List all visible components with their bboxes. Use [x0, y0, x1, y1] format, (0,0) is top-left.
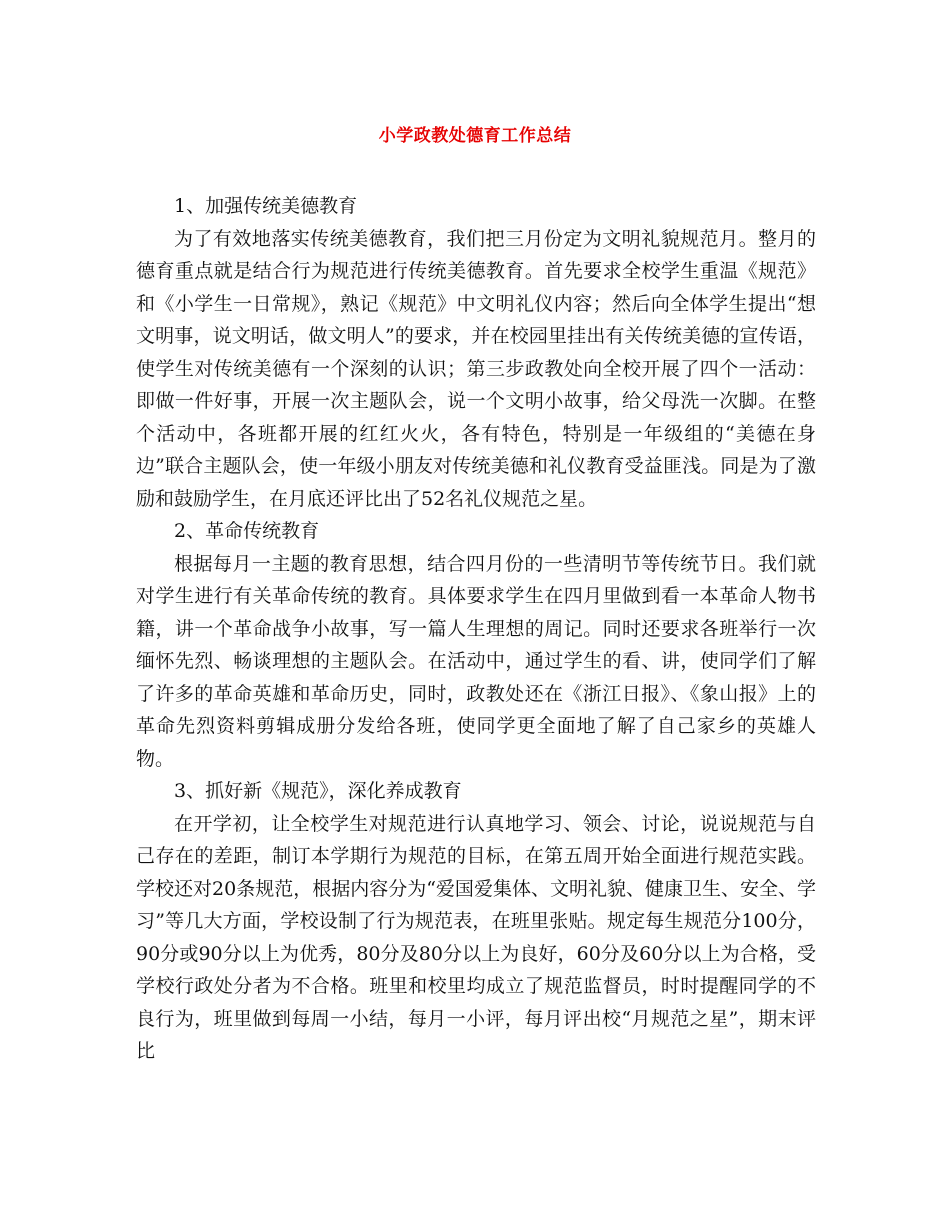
document-title: 小学政教处德育工作总结 [378, 126, 572, 146]
section-paragraph-2: 根据每月一主题的教育思想，结合四月份的一些清明节等传统节日。我们就对学生进行有关革命传统的教育。具体要求学生在四月里做到看一本革命人物书籍，讲一个革命战争小故事，写一篇人生理想的周记。同时还要求各班举行一次缅怀先烈、畅谈理想的主题队会。在活动中，通过学生的看、讲，使同学们了解了许多的革命英雄和革命历史，同时，政教处还在《浙江日报》、《象山报》上的革命先烈资料剪辑成册分发给各班，使同学更全面地了解了自己家乡的英雄人物。 [136, 552, 816, 770]
section-heading-1: 1、加强传统美德教育 [174, 195, 358, 217]
section-heading-2: 2、革命传统教育 [174, 520, 320, 542]
section-paragraph-3: 在开学初，让全校学生对规范进行认真地学习、领会、讨论，说说规范与自己存在的差距，制订本学期行为规范的目标，在第五周开始全面进行规范实践。学校还对20条规范，根据内容分为“爱国爱集体、文明礼貌、健康卫生、安全、学习”等几大方面，学校设制了行为规范表，在班里张贴。规定每生规范分100分，90分或90分以上为优秀，80分及80分以上为良好，60分及60分以上为合格，受学校行政处分者为不合格。班里和校里均成立了规范监督员，时时提醒同学的不良行为，班里做到每周一小结，每月一小评，每月评出校“月规范之星”，期末评比 [136, 812, 816, 1062]
section-paragraph-1: 为了有效地落实传统美德教育，我们把三月份定为文明礼貌规范月。整月的德育重点就是结合行为规范进行传统美德教育。首先要求全校学生重温《规范》和《小学生一日常规》，熟记《规范》中文明礼仪内容；然后向全体学生提出“想文明事，说文明话，做文明人”的要求，并在校园里挂出有关传统美德的宣传语，使学生对传统美德有一个深刻的认识；第三步政教处向全校开展了四个一活动：即做一件好事，开展一次主题队会，说一个文明小故事，给父母洗一次脚。在整个活动中，各班都开展的红红火火，各有特色，特别是一年级组的“美德在身边”联合主题队会，使一年级小朋友对传统美德和礼仪教育受益匪浅。同是为了激励和鼓励学生，在月底还评比出了52名礼仪规范之星。 [136, 227, 816, 510]
document-body [136, 190, 816, 1068]
section-heading-3: 3、抓好新《规范》，深化养成教育 [174, 780, 462, 802]
